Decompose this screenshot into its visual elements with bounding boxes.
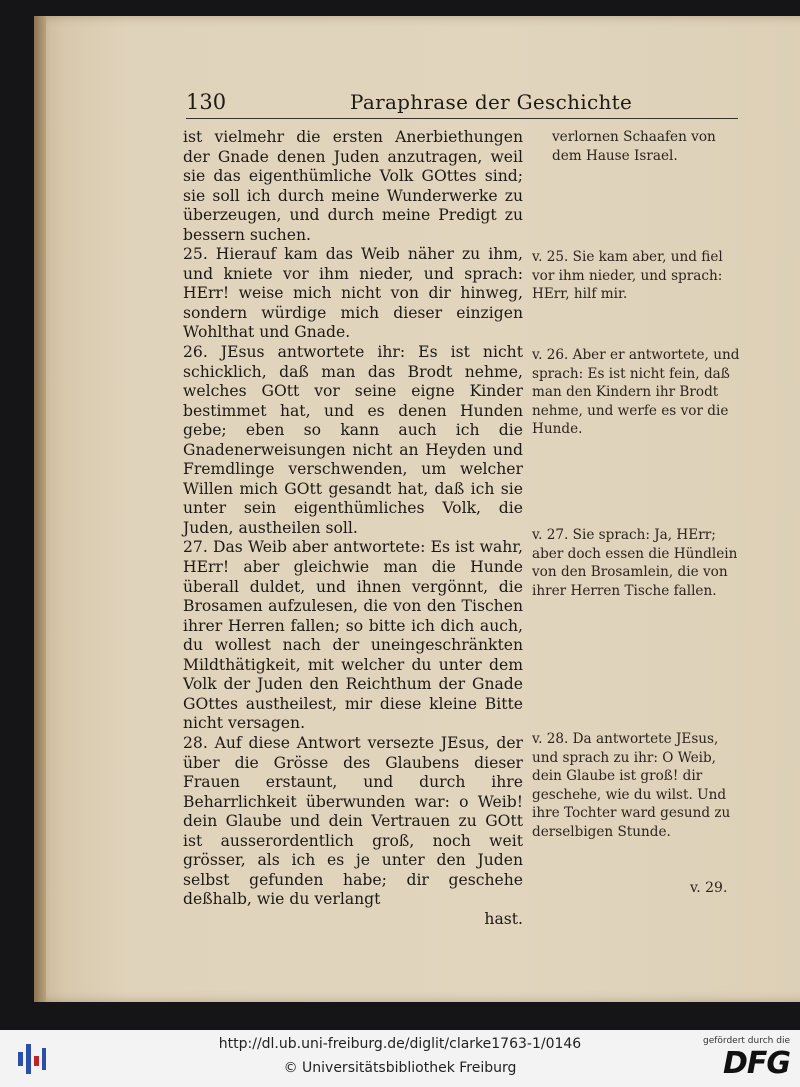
note-verse: v. 27. (532, 527, 569, 543)
main-text-column (183, 128, 523, 929)
margin-note-v28 (532, 730, 742, 842)
page-number: 130 (186, 90, 227, 114)
note-text: Sie sprach: Ja, HErr; aber doch essen die Hündlein von den Brosamlein, die von ihrer Herren Tische fallen. (532, 527, 738, 599)
paragraph-verse-26: 26. JEsus antwortete ihr: Es ist nicht schicklich, daß man das Brodt nehme, welches GOtt vor seine eigne Kinder bestimmet hat, und es denen Hunden gebe; eben so kann auch ich die Gnadenerweisungen nicht an Heyden und Fremdlinge verschwenden, um welcher Willen mich GOtt gesandt hat, daß ich sie unter sein eigenthümliches Volk, die Juden, austheilen soll. (183, 343, 523, 537)
funding-label: gefördert durch die (703, 1036, 790, 1046)
note-verse: v. 28. (532, 731, 569, 747)
margin-note-v25 (532, 248, 742, 304)
paragraph-continuation: ist vielmehr die ersten Anerbiethungen der Gnade denen Juden anzutragen, weil sie das eigenthümliche Volk GOttes sind; sie soll ich durch meine Wunderwerke zu überzeugen, und durch meine Predigt zu bessern suchen. (183, 128, 523, 244)
note-verse: v. 25. (532, 249, 569, 265)
running-head: Paraphrase der Geschichte (350, 90, 633, 114)
note-text: Aber er antwortete, und sprach: Es ist nicht fein, daß man den Kindern ihr Brodt nehme, und werfe es vor die Hunde. (532, 347, 740, 438)
header-rule (186, 118, 738, 119)
note-text: Da antwortete JEsus, und sprach zu ihr: O Weib, dein Glaube ist groß! dir geschehe, wie du wilst. Und ihre Tochter ward gesund zu derselbigen Stunde. (532, 731, 731, 840)
note-verse: v. 26. (532, 347, 569, 363)
margin-note-v26 (532, 346, 742, 439)
permalink-url[interactable]: http://dl.ub.uni-freiburg.de/diglit/clarke1763-1/0146 (218, 1036, 582, 1052)
paragraph-last-word: hast. (484, 909, 523, 928)
copyright-notice: © Universitätsbibliothek Freiburg (283, 1060, 517, 1076)
catchword: v. 29. (690, 880, 728, 896)
paragraph-verse-27: 27. Das Weib aber antwortete: Es ist wahr, HErr! aber gleichwie man die Hunde überall duldet, und ihnen vergönnt, die Brosamen aufzulesen, die von den Tischen ihrer Herren fallen; so bitte ich dich auch, du wollest nach der uneingeschränkten Mildthätigkeit, mit welcher du unter dem Volk der Juden den Reichthum der Gnade GOttes austheilest, mir diese kleine Bitte nicht versagen. (183, 538, 523, 733)
note-text: verlornen Schaafen von dem Hause Israel. (552, 129, 716, 164)
page-binding-edge (34, 16, 46, 1002)
paragraph-verse-25: 25. Hierauf kam das Weib näher zu ihm, und kniete vor ihm nieder, und sprach: HErr! weise mich nicht von dir hinweg, sondern würdige mich dieser einzigen Wohlthat und Gnade. (183, 245, 523, 342)
note-text: Sie kam aber, und fiel vor ihm nieder, und sprach: HErr, hilf mir. (532, 249, 723, 303)
viewer-footer (0, 1030, 800, 1087)
margin-note-v27 (532, 526, 742, 600)
paragraph-verse-28: 28. Auf diese Antwort versezte JEsus, der über die Grösse des Glaubens dieser Frauen erstaunt, und durch ihre Beharrlichkeit überwunden war: o Weib! dein Glaube und dein Vertrauen zu GOtt ist ausserordentlich groß, noch weit grösser, als ich es je unter den Juden selbst gefunden habe; dir geschehe deßhalb, wie du verlangt (183, 733, 523, 909)
margin-note (532, 128, 742, 165)
dfg-logo[interactable]: DFG (722, 1046, 790, 1081)
